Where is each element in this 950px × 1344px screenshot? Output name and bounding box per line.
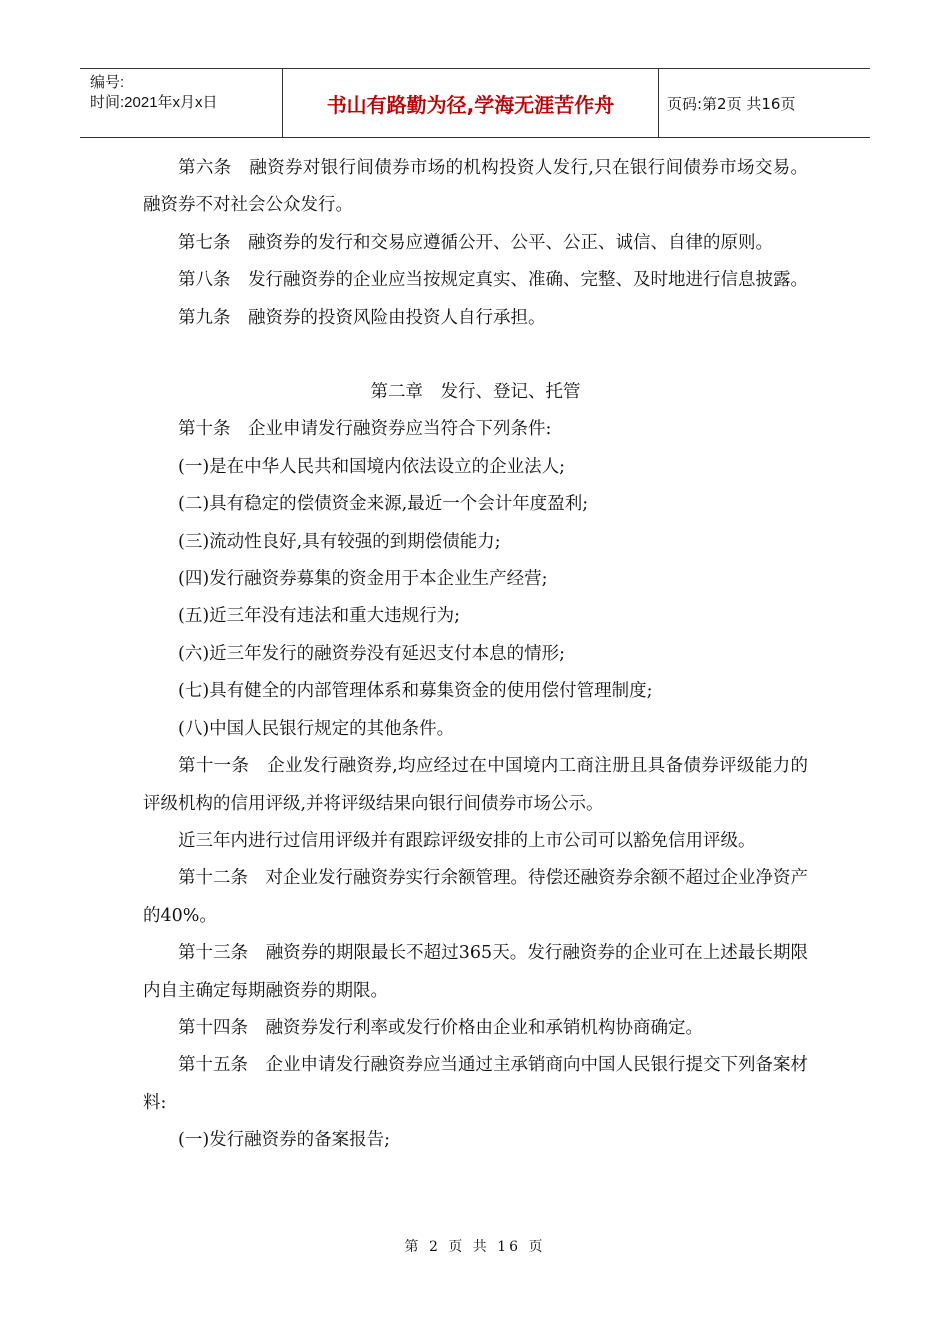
condition-2: (二)具有稳定的偿债资金来源,最近一个会计年度盈利; bbox=[178, 494, 589, 515]
condition-8: (八)中国人民银行规定的其他条件。 bbox=[178, 718, 455, 739]
document-body bbox=[143, 150, 808, 1160]
article-9: 第九条 融资券的投资风险由投资人自行承担。 bbox=[178, 307, 546, 328]
article-11: 第十一条 企业发行融资券,均应经过在中国境内工商注册且具备债券评级能力的评级机构的信用评级,并将评级结果向银行间债券市场公示。 bbox=[143, 756, 808, 814]
article-10: 第十条 企业申请发行融资券应当符合下列条件: bbox=[178, 419, 552, 440]
article-15: 第十五条 企业申请发行融资券应当通过主承销商向中国人民银行提交下列备案材料: bbox=[143, 1055, 808, 1113]
condition-7: (七)具有健全的内部管理体系和募集资金的使用偿付管理制度; bbox=[178, 681, 653, 702]
section-gap bbox=[143, 337, 808, 374]
article-8: 第八条 发行融资券的企业应当按规定真实、准确、完整、及时地进行信息披露。 bbox=[178, 270, 808, 291]
article-12: 第十二条 对企业发行融资券实行余额管理。待偿还融资券余额不超过企业净资产的40%。 bbox=[143, 868, 808, 926]
article-7: 第七条 融资券的发行和交易应遵循公开、公平、公正、诚信、自律的原则。 bbox=[178, 232, 773, 253]
header-page-info: 页码:第2页 共16页 bbox=[667, 94, 796, 113]
condition-5: (五)近三年没有违法和重大违规行为; bbox=[178, 606, 461, 627]
header-meta bbox=[80, 69, 283, 137]
header-motto: 书山有路勤为径,学海无涯苦作舟 bbox=[283, 69, 659, 137]
condition-6: (六)近三年发行的融资券没有延迟支付本息的情形; bbox=[178, 643, 566, 664]
material-1: (一)发行融资券的备案报告; bbox=[178, 1130, 391, 1151]
article-13: 第十三条 融资券的期限最长不超过365天。发行融资券的企业可在上述最长期限内自主确定每期融资券的期限。 bbox=[143, 943, 808, 1001]
page-footer: 第 2 页 共 16 页 bbox=[404, 1239, 546, 1255]
time-label: 时间:2021年x月x日 bbox=[90, 94, 218, 111]
condition-3: (三)流动性良好,具有较强的到期偿债能力; bbox=[178, 531, 501, 552]
article-6: 第六条 融资券对银行间债券市场的机构投资人发行,只在银行间债券市场交易。融资券不对社会公众发行。 bbox=[143, 158, 808, 216]
article-14: 第十四条 融资券发行利率或发行价格由企业和承销机构协商确定。 bbox=[178, 1017, 703, 1038]
number-label: 编号: bbox=[90, 74, 125, 91]
condition-4: (四)发行融资券募集的资金用于本企业生产经营; bbox=[178, 569, 548, 590]
chapter-heading: 第二章 发行、登记、托管 bbox=[370, 382, 581, 403]
condition-1: (一)是在中华人民共和国境内依法设立的企业法人; bbox=[178, 456, 566, 477]
article-11-exemption: 近三年内进行过信用评级并有跟踪评级安排的上市公司可以豁免信用评级。 bbox=[178, 830, 756, 851]
page-header bbox=[80, 68, 870, 138]
